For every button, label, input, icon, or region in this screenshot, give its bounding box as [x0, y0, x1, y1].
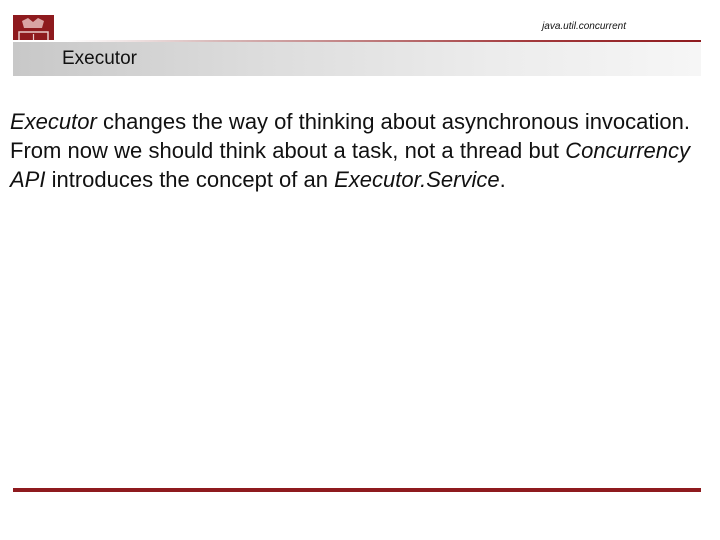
- body-paragraph: [10, 107, 690, 194]
- footer-divider: [13, 488, 701, 492]
- body-text-3: .: [499, 167, 506, 192]
- slide-title: Executor: [62, 48, 137, 69]
- body-text-1: changes the way of thinking about asynchronous invocation. From now we should think about a task, not a thread but: [10, 109, 690, 163]
- term-concurrency-api: Concurrency API: [10, 138, 690, 192]
- package-label: java.util.concurrent: [542, 21, 626, 32]
- header-divider: [13, 40, 701, 42]
- term-executor-service: Executor.Service: [334, 167, 500, 192]
- term-executor: Executor: [10, 109, 97, 134]
- body-text-2: introduces the concept of an: [45, 167, 335, 192]
